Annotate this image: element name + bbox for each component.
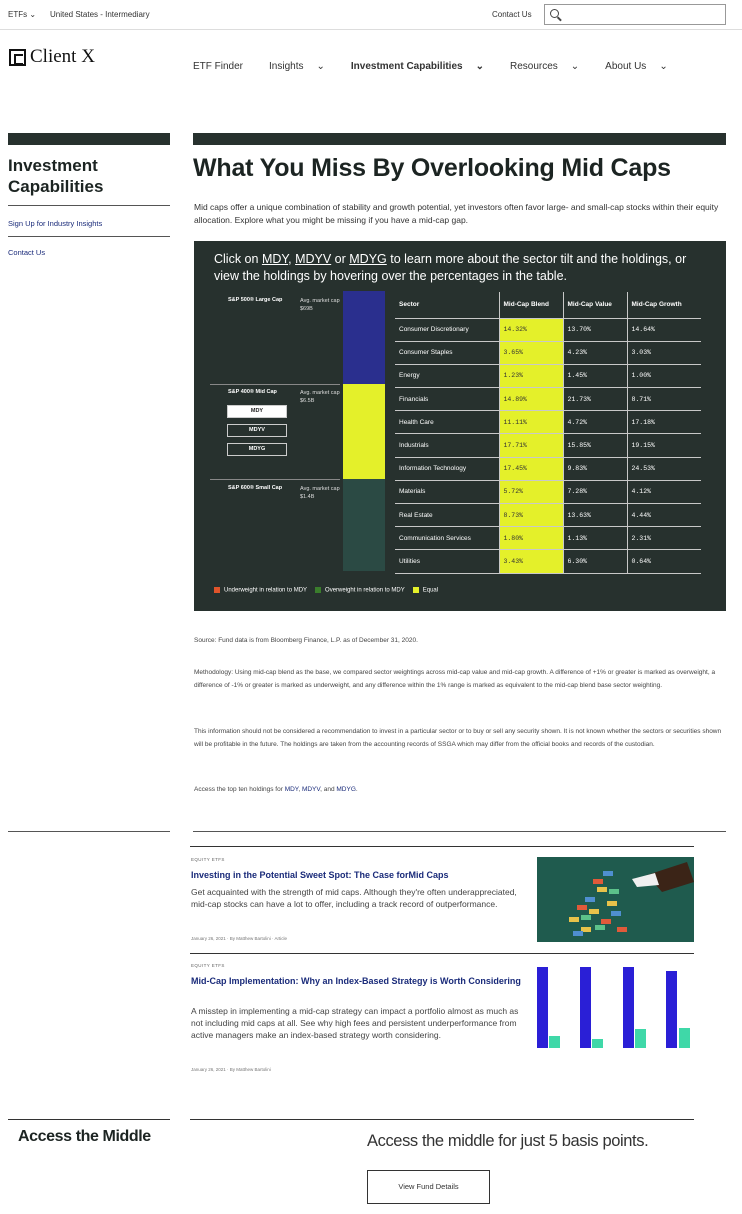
source-note: Source: Fund data is from Bloomberg Finance, L.P. as of December 31, 2020. <box>194 637 418 644</box>
sector-weight[interactable]: 2.31% <box>627 527 701 550</box>
sector-weight[interactable]: 1.45% <box>563 364 627 387</box>
sector-weight[interactable]: 17.71% <box>499 434 563 457</box>
sector-weight[interactable]: 1.80% <box>499 527 563 550</box>
mdy-link[interactable]: MDY <box>261 252 289 266</box>
article-summary: A misstep in implementing a mid-cap strategy can impact a portfolio almost as much as not including mid caps at all. See why high fees and persistent underperformance from active managers make an index-based strategy worth considering. <box>191 1006 519 1040</box>
sector-weight[interactable]: 3.03% <box>627 341 701 364</box>
sector-weight[interactable]: 1.13% <box>563 527 627 550</box>
article-title[interactable]: Investing in the Potential Sweet Spot: The Case forMid Caps <box>191 870 449 880</box>
sector-weight[interactable]: 11.11% <box>499 411 563 434</box>
mdyv-link[interactable]: MDYV <box>295 252 332 266</box>
sector-weight[interactable]: 15.85% <box>563 434 627 457</box>
nav-item-resources[interactable]: Resources ⌄ <box>509 61 580 72</box>
sector-weight[interactable]: 17.18% <box>627 411 701 434</box>
sector-weight[interactable]: 14.64% <box>627 318 701 341</box>
table-row <box>395 480 701 503</box>
sector-weight[interactable]: 4.44% <box>627 504 701 527</box>
divider <box>8 1119 170 1120</box>
swatch-icon <box>413 587 419 593</box>
mdyg-button[interactable]: MDYG <box>227 443 287 456</box>
table-row <box>395 364 701 387</box>
holdings-note: Access the top ten holdings for MDY, MDYV, and MDYG. <box>194 786 358 793</box>
sector-weight[interactable]: 21.73% <box>563 388 627 411</box>
legend-item-equal: Equal <box>413 587 438 594</box>
sector-weight[interactable]: 13.70% <box>563 318 627 341</box>
disclaimer-note: This information should not be considered a recommendation to invest in a particular sector or to buy or sell any security shown. It is not known whether the sectors or securities shown will be profitable in the future. The holdings are taken from the accounting records of SSGA which may differ from the official books and records of the custodian. <box>194 728 722 748</box>
sector-comparison-panel <box>194 241 726 611</box>
table-row <box>395 504 701 527</box>
contact-link[interactable]: Contact Us <box>492 10 532 19</box>
sector-weight[interactable]: 3.43% <box>499 550 563 573</box>
table-row <box>395 388 701 411</box>
divider <box>8 236 170 237</box>
small-cap-mkt: Avg. market cap $1.4B <box>300 486 340 500</box>
mdyv-button[interactable]: MDYV <box>227 424 287 437</box>
brand-name: Client X <box>30 46 95 67</box>
sector-table <box>395 292 701 574</box>
nav-item-about-us[interactable]: About Us ⌄ <box>605 61 668 72</box>
divider <box>210 384 340 385</box>
main-accent-bar <box>193 133 726 145</box>
nav-item-insights[interactable]: Insights ⌄ <box>269 61 325 72</box>
column-header: Mid-Cap Growth <box>627 292 701 318</box>
sector-weight[interactable]: 9.83% <box>563 457 627 480</box>
mdy-holdings-link[interactable]: MDY <box>284 786 299 793</box>
divider <box>210 479 340 480</box>
article-summary: Get acquainted with the strength of mid caps. Although they're often underappreciated, mid-cap stocks can have a lot to offer, including a track record of outperformance. <box>191 887 517 909</box>
search-icon <box>550 9 559 18</box>
mdyv-holdings-link[interactable]: MDYV <box>301 786 321 793</box>
small-cap-column <box>343 479 385 571</box>
nav-item-etf-finder[interactable]: ETF Finder <box>193 61 244 72</box>
bar-illustration-icon <box>537 963 694 1051</box>
sector-weight[interactable]: 5.72% <box>499 480 563 503</box>
sector-weight[interactable]: 1.23% <box>499 364 563 387</box>
divider <box>193 831 726 832</box>
sector-name: Health Care <box>395 411 499 434</box>
sidebar-title: Investment Capabilities <box>8 156 104 196</box>
mid-cap-mkt: Avg. market cap $6.5B <box>300 390 340 404</box>
sector-name: Consumer Discretionary <box>395 318 499 341</box>
large-cap-mkt: Avg. market cap $69B <box>300 298 340 312</box>
article-meta: January 26, 2021 · By Matthew Bartolini · Article <box>191 936 288 941</box>
chevron-down-icon: ⌄ <box>316 61 325 72</box>
mid-cap-name: S&P 400® Mid Cap <box>228 389 277 395</box>
table-row <box>395 527 701 550</box>
sector-name: Information Technology <box>395 457 499 480</box>
sector-weight[interactable]: 7.28% <box>563 480 627 503</box>
chevron-down-icon: ⌄ <box>570 61 580 72</box>
sector-weight[interactable]: 8.73% <box>499 504 563 527</box>
table-header-row <box>395 292 701 318</box>
chevron-down-icon: ⌄ <box>659 61 668 72</box>
access-tagline: Access the middle for just 5 basis points. <box>367 1132 649 1150</box>
mdy-button[interactable]: MDY <box>227 405 287 418</box>
sector-weight[interactable]: 8.71% <box>627 388 701 411</box>
article-kicker: EQUITY ETFS <box>191 963 225 968</box>
sector-weight[interactable]: 14.32% <box>499 318 563 341</box>
table-row <box>395 318 701 341</box>
article-kicker: EQUITY ETFS <box>191 857 225 862</box>
table-row <box>395 434 701 457</box>
sector-name: Real Estate <box>395 504 499 527</box>
sector-weight[interactable]: 4.23% <box>563 341 627 364</box>
sector-weight[interactable]: 4.12% <box>627 480 701 503</box>
sector-name: Energy <box>395 364 499 387</box>
sector-weight[interactable]: 6.30% <box>563 550 627 573</box>
divider <box>8 831 170 832</box>
nav-item-investment-capabilities[interactable]: Investment Capabilities ⌄ <box>350 61 484 72</box>
sector-weight[interactable]: 13.63% <box>563 504 627 527</box>
table-row <box>395 411 701 434</box>
methodology-note: Methodology: Using mid-cap blend as the base, we compared sector weightings across mid-cap value and mid-cap growth. A difference of +1% or greater is marked as overweight, a difference of -1% or greater is marked as underweight, and any difference within the 1% range is marked as equivalent to the mid-cap blend base sector weighting. <box>194 669 716 689</box>
brand-logo[interactable] <box>9 46 95 68</box>
mdyg-link[interactable]: MDYG <box>349 252 387 266</box>
panel-intro: Click on MDY, MDYV or MDYG to learn more about the sector tilt and the holdings, or view the holdings by hovering over the percentages in the table. <box>214 252 687 283</box>
divider <box>190 846 694 847</box>
sector-weight[interactable]: 4.72% <box>563 411 627 434</box>
mdyg-holdings-link[interactable]: MDYG <box>336 786 356 793</box>
sector-name: Communication Services <box>395 527 499 550</box>
legend-item-overweight: Overweight in relation to MDY <box>315 587 405 594</box>
sector-weight[interactable]: 24.53% <box>627 457 701 480</box>
small-cap-name: S&P 600® Small Cap <box>228 485 283 491</box>
large-cap-name: S&P 500® Large Cap <box>228 297 283 303</box>
table-row <box>395 550 701 573</box>
search-input[interactable] <box>544 4 726 25</box>
view-fund-details-button[interactable]: View Fund Details <box>367 1170 490 1204</box>
article-title[interactable]: Mid-Cap Implementation: Why an Index-Based Strategy is Worth Considering <box>191 976 521 986</box>
access-title: Access the Middle <box>18 1128 151 1145</box>
sector-weight[interactable]: 0.64% <box>627 550 701 573</box>
logo-mark-icon <box>9 49 26 66</box>
table-row <box>395 341 701 364</box>
sector-weight[interactable]: 14.89% <box>499 388 563 411</box>
sector-name: Industrials <box>395 434 499 457</box>
intro-text: Mid caps offer a unique combination of stability and growth potential, yet investors often favor large- and small-cap stocks within their equity allocation. Explore what you might be missing if you have a mid-cap gap. <box>194 202 719 225</box>
main-nav <box>193 61 694 72</box>
sector-table-body <box>395 318 701 573</box>
sector-name: Utilities <box>395 550 499 573</box>
region-selector[interactable]: United States - Intermediary <box>50 10 150 19</box>
sector-weight[interactable]: 3.65% <box>499 341 563 364</box>
sector-weight[interactable]: 19.15% <box>627 434 701 457</box>
divider <box>190 1119 694 1120</box>
sector-name: Financials <box>395 388 499 411</box>
chevron-down-icon: ⌄ <box>475 61 484 72</box>
article-meta: January 26, 2021 · By Matthew Bartolini <box>191 1067 271 1072</box>
chevron-down-icon: ⌄ <box>29 10 37 19</box>
column-header: Sector <box>395 292 499 318</box>
etfs-selector[interactable]: ETFs ⌄ <box>8 10 37 19</box>
divider <box>8 205 170 206</box>
large-cap-column <box>343 291 385 384</box>
article-thumbnail-bars[interactable] <box>537 963 694 1051</box>
sidebar-link-signup[interactable]: Sign Up for Industry Insights <box>8 219 103 228</box>
sector-weight[interactable]: 1.00% <box>627 364 701 387</box>
mid-cap-column <box>343 384 385 479</box>
table-row <box>395 457 701 480</box>
column-header: Mid-Cap Blend <box>499 292 563 318</box>
legend <box>214 587 438 594</box>
swatch-icon <box>214 587 220 593</box>
page-title: What You Miss By Overlooking Mid Caps <box>193 154 671 182</box>
column-header: Mid-Cap Value <box>563 292 627 318</box>
sector-name: Consumer Staples <box>395 341 499 364</box>
legend-item-underweight: Underweight in relation to MDY <box>214 587 307 594</box>
sidebar-link-contact[interactable]: Contact Us <box>8 248 46 257</box>
blocks-illustration-icon <box>537 857 694 942</box>
swatch-icon <box>315 587 321 593</box>
sector-weight[interactable]: 17.45% <box>499 457 563 480</box>
sidebar-accent-bar <box>8 133 170 145</box>
article-thumbnail-blocks[interactable] <box>537 857 694 942</box>
divider <box>190 953 694 954</box>
sector-name: Materials <box>395 480 499 503</box>
